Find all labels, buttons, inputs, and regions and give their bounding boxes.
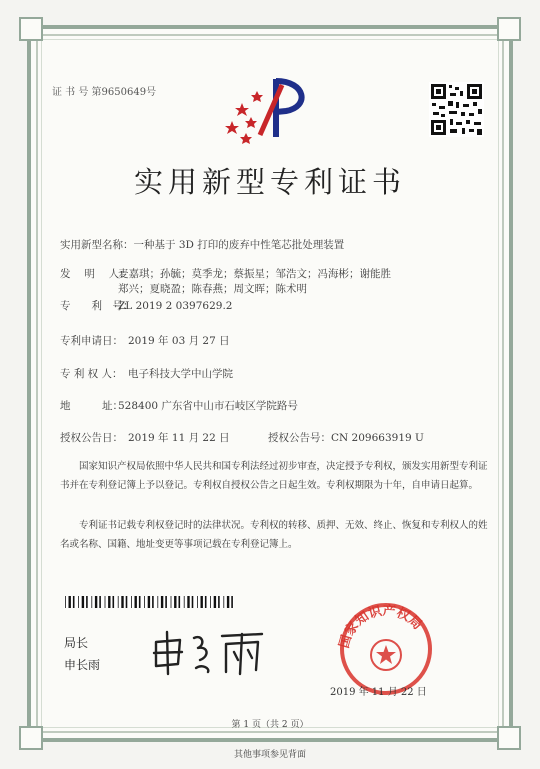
director-title: 局长 [64, 636, 89, 650]
utility-model-name-value: 一种基于 3D 打印的废弃中性笔芯批处理装置 [133, 239, 345, 251]
inventor-value-line1: 麦嘉琪；孙毓；莫季龙；蔡振星；邹浩文；冯海彬；谢能胜 [118, 268, 391, 280]
announcement-date-row [60, 430, 230, 445]
svg-text:国家知识产权局: 国家知识产权局 [337, 603, 425, 651]
certificate-title: 实用新型专利证书 [133, 165, 406, 199]
patent-number-row [60, 298, 232, 313]
application-date-label: 专利申请日： [60, 335, 123, 347]
patentee-row [60, 366, 233, 381]
address-row [60, 398, 298, 413]
cnipa-logo-icon [224, 75, 318, 147]
utility-model-name-label: 实用新型名称： [60, 239, 134, 251]
border-corner-ornament [497, 17, 521, 41]
address-label: 地 址： [60, 400, 123, 412]
official-seal-icon [322, 597, 450, 695]
utility-model-name-row [60, 237, 344, 252]
inventor-label: 发 明 人： [60, 268, 130, 280]
seal-date: 2019 年 11 月 22 日 [330, 687, 427, 698]
announcement-number-row [268, 430, 424, 445]
address-value: 528400 广东省中山市石岐区学院路号 [118, 400, 298, 412]
qr-code-icon [429, 82, 484, 137]
director-signature [150, 628, 270, 678]
announcement-number-label: 授权公告号： [268, 432, 331, 444]
inventor-row [60, 266, 391, 281]
patent-number-value: ZL 2019 2 0397629.2 [118, 300, 233, 312]
border-corner-ornament [19, 17, 43, 41]
announcement-number-value: CN 209663919 U [331, 432, 424, 444]
application-date-row [60, 333, 230, 348]
patentee-label: 专 利 权 人： [60, 368, 123, 380]
barcode-icon [64, 596, 234, 608]
application-date-value: 2019 年 03 月 27 日 [128, 335, 230, 347]
patent-number-label: 专 利 号： [60, 300, 134, 312]
director-name: 申长雨 [64, 658, 101, 672]
page-indicator: 第 1 页（共 2 页） [231, 720, 309, 730]
patentee-value: 电子科技大学中山学院 [128, 368, 233, 380]
certificate-number: 证 书 号 第9650649号 [52, 87, 157, 98]
inventor-value-line2: 郑兴；夏晓盈；陈春燕；周文晖；陈术明 [118, 283, 307, 295]
legal-status-paragraph: 专利证书记载专利权登记时的法律状况。专利权的转移、质押、无效、终止、恢复和专利权人的姓名或名称、国籍、地址变更等事项记载在专利登记簿上。 [60, 520, 488, 550]
footer-note: 其他事项参见背面 [233, 750, 306, 760]
announcement-date-label: 授权公告日： [60, 432, 123, 444]
grant-statement-paragraph: 国家知识产权局依照中华人民共和国专利法经过初步审查，决定授予专利权，颁发实用新型专利证书并在专利登记簿上予以登记。专利权自授权公告之日起生效。专利权期限为十年，自申请日起算。 [60, 461, 488, 491]
announcement-date-value: 2019 年 11 月 22 日 [128, 432, 230, 444]
